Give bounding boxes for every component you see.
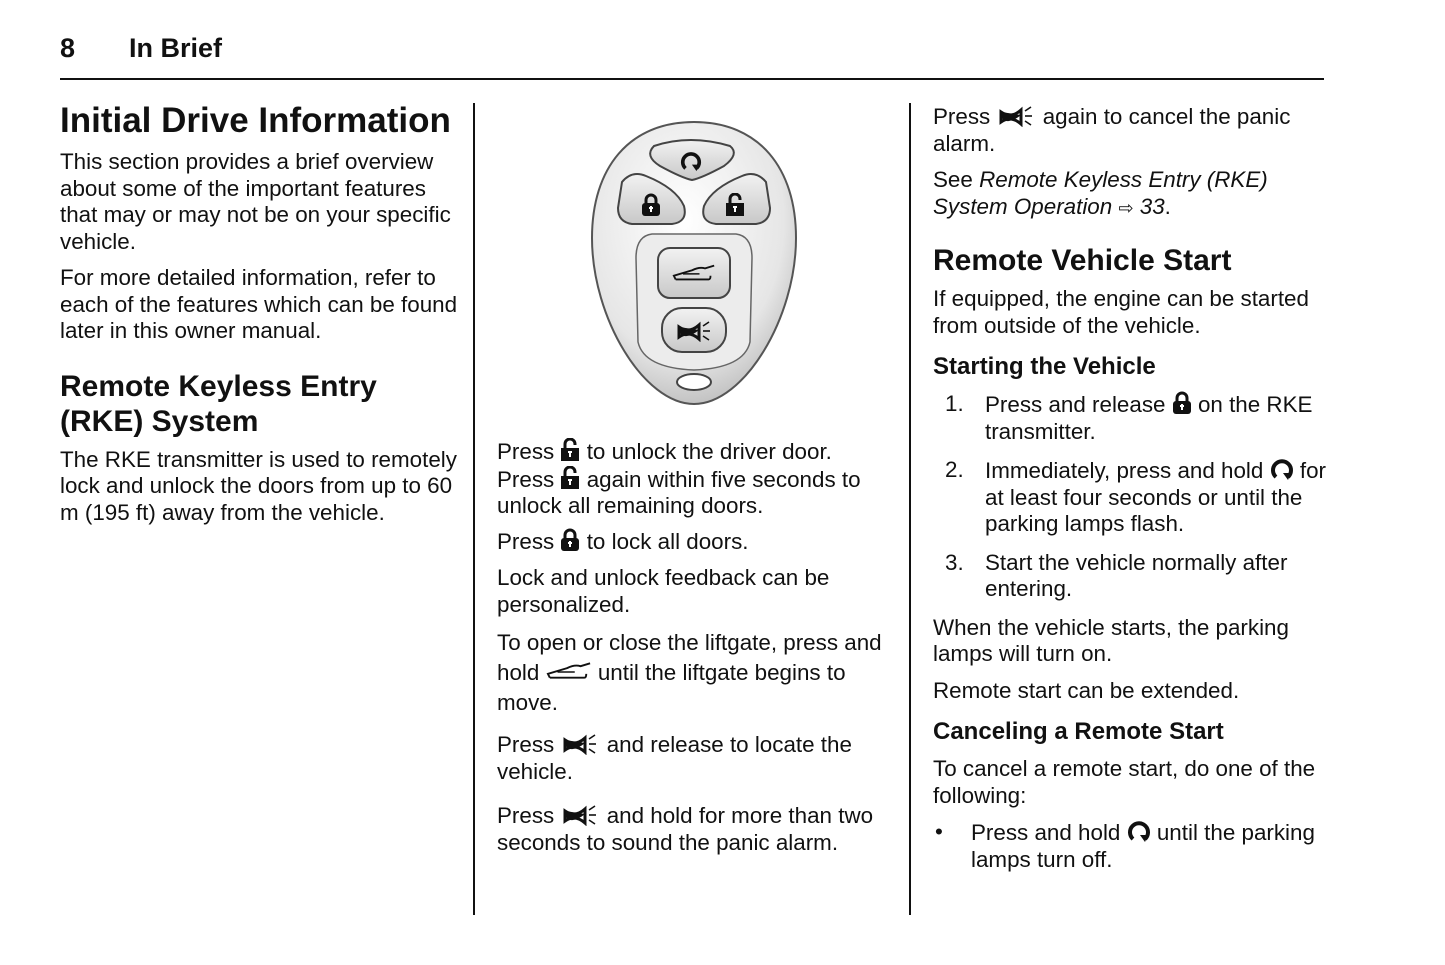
text: Press xyxy=(497,732,555,757)
text: until the liftgate begins to move. xyxy=(497,660,846,715)
text: Press and release xyxy=(985,392,1166,417)
text: See xyxy=(933,167,973,192)
see-reference xyxy=(933,167,1333,221)
text: to unlock the driver door. xyxy=(586,439,832,464)
fob-button-liftgate xyxy=(658,248,730,298)
header-rule xyxy=(60,78,1324,80)
feedback-paragraph: Lock and unlock feedback can be personalized. xyxy=(497,565,830,617)
arrow-right-icon: ⇨ xyxy=(1118,197,1134,218)
remote-start-paragraph: If equipped, the engine can be started from outside of the vehicle. xyxy=(933,286,1309,338)
text: Press and hold xyxy=(971,820,1121,845)
text: Press xyxy=(497,439,555,464)
horn-icon xyxy=(560,733,600,755)
text: and release to locate the vehicle. xyxy=(497,732,852,784)
left-column xyxy=(60,100,460,536)
text: on the RKE transmitter. xyxy=(985,392,1313,444)
middle-column xyxy=(497,438,897,866)
unlock-driver-paragraph xyxy=(497,438,897,520)
cancel-paragraph: To cancel a remote start, do one of the following: xyxy=(933,756,1316,808)
rke-heading: Remote Keyless Entry (RKE) System xyxy=(60,369,377,438)
page-number: 8 xyxy=(60,33,76,63)
page-title: Initial Drive Information xyxy=(60,101,451,140)
key-fob-illustration xyxy=(584,118,804,413)
column-divider-1 xyxy=(473,103,475,915)
text: for at least four seconds or until the parking lamps flash. xyxy=(985,458,1326,536)
extend-paragraph: Remote start can be extended. xyxy=(933,677,1240,703)
liftgate-icon xyxy=(546,659,592,683)
text: Start the vehicle normally after entering. xyxy=(985,549,1288,601)
fob-keyring-hole xyxy=(677,374,711,390)
cross-reference-link[interactable]: Remote Keyless Entry (RKE) System Operation xyxy=(933,167,1268,219)
liftgate-paragraph xyxy=(497,628,897,718)
text: Press xyxy=(497,466,555,492)
lock-icon xyxy=(1172,391,1192,415)
text: Press xyxy=(933,104,991,129)
text: again within five seconds to unlock all remaining doors. xyxy=(497,466,861,518)
cancel-options xyxy=(933,819,1333,873)
cancel-panic-paragraph xyxy=(933,104,1333,157)
horn-icon xyxy=(996,105,1036,127)
step-number: 1. xyxy=(945,391,964,416)
rke-paragraph: The RKE transmitter is used to remotely lock and unlock the doors from up to 60 m (195 ft) away from the vehicle. xyxy=(60,446,457,525)
step-number: 2. xyxy=(945,457,964,482)
intro-paragraph-2: For more detailed information, refer to each of the features which can be found later in this owner manual. xyxy=(60,265,458,343)
panic-alarm-paragraph xyxy=(497,803,897,856)
horn-icon xyxy=(560,804,600,826)
remote-start-heading: Remote Vehicle Start xyxy=(933,244,1232,277)
locate-vehicle-paragraph xyxy=(497,732,897,785)
step-number: 3. xyxy=(945,549,964,575)
text: Press xyxy=(497,803,555,828)
section-title: In Brief xyxy=(129,33,223,63)
step-item xyxy=(933,457,1333,538)
text: Immediately, press and hold xyxy=(985,458,1264,483)
bullet-item xyxy=(933,819,1333,873)
remote-start-icon xyxy=(1270,457,1294,481)
column-divider-2 xyxy=(909,103,911,915)
step-item xyxy=(933,550,1333,603)
starting-steps xyxy=(933,391,1333,603)
parking-lamps-paragraph: When the vehicle starts, the parking lamps will turn on. xyxy=(933,614,1289,666)
text: and hold for more than two seconds to sound the panic alarm. xyxy=(497,803,874,855)
lock-icon xyxy=(560,528,580,552)
unlock-icon xyxy=(560,466,580,490)
starting-heading: Starting the Vehicle xyxy=(933,353,1156,380)
text: To open or close the liftgate, press and hold xyxy=(497,630,882,685)
intro-paragraph-1: This section provides a brief overview about some of the important features that may or may not be on your specific vehicle. xyxy=(60,149,451,254)
unlock-icon xyxy=(560,438,580,462)
text: to lock all doors. xyxy=(586,528,749,554)
canceling-heading: Canceling a Remote Start xyxy=(933,718,1224,745)
text: Press xyxy=(497,528,555,554)
text: until the parking lamps turn off. xyxy=(971,820,1315,872)
bullet: • xyxy=(935,819,943,844)
remote-start-icon xyxy=(1127,819,1151,843)
step-item xyxy=(933,391,1333,445)
right-column xyxy=(933,104,1333,873)
cross-reference-page[interactable]: 33 xyxy=(1139,193,1165,219)
text: again to cancel the panic alarm. xyxy=(933,104,1291,156)
text: . xyxy=(1164,193,1171,219)
lock-all-paragraph xyxy=(497,528,897,556)
